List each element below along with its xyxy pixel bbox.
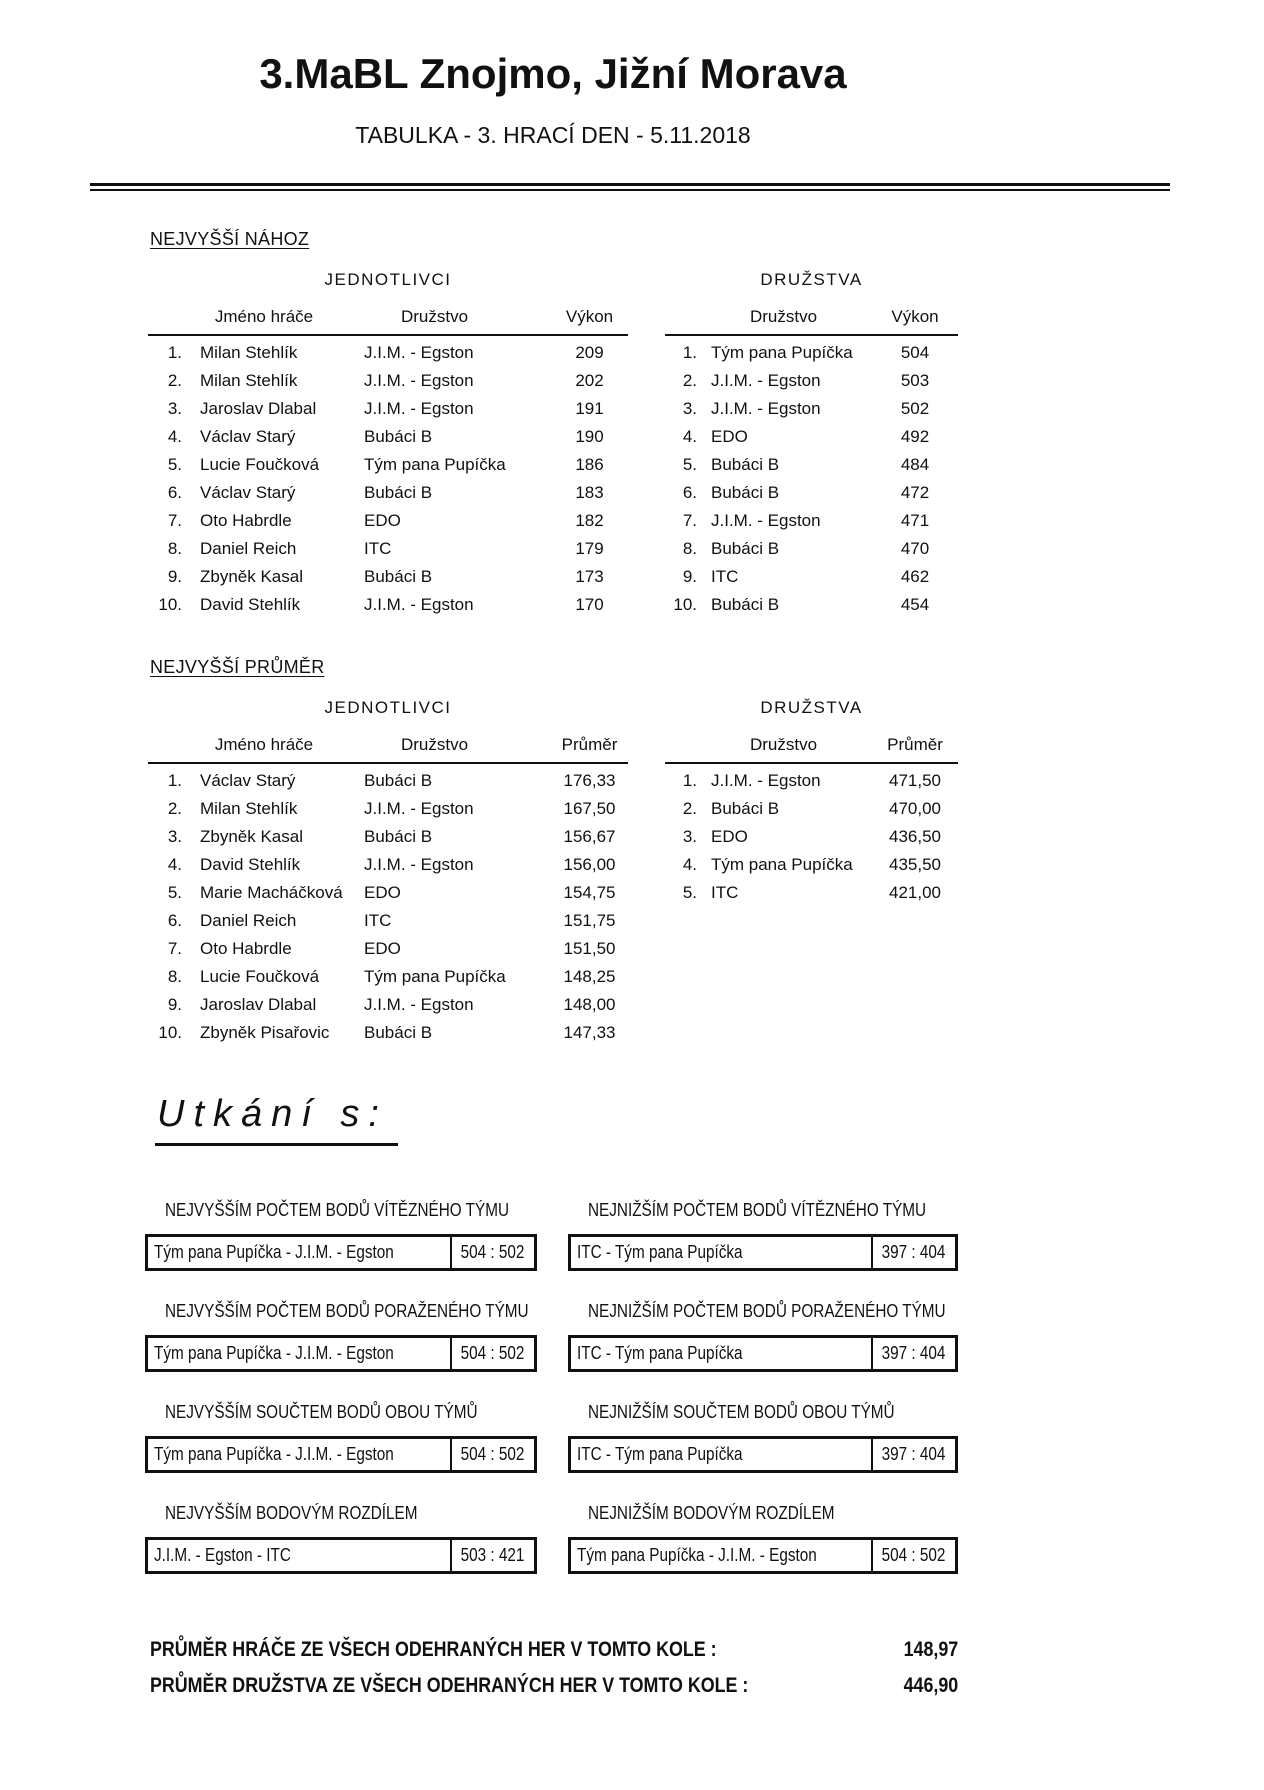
rank-cell: 7. (167, 939, 182, 958)
summary (150, 1632, 958, 1704)
match-result-box (145, 1335, 537, 1372)
prumer-individuals-table (148, 698, 628, 1047)
team-name-cell: J.I.M. - Egston (364, 855, 474, 874)
table-title: JEDNOTLIVCI (324, 698, 452, 717)
table-body (148, 339, 628, 619)
match-score: 504 : 502 (871, 1540, 955, 1571)
summary-value: 446,90 (903, 1674, 958, 1697)
match-item (568, 1200, 958, 1271)
match-item (145, 1402, 537, 1473)
matches-grid (145, 1200, 1264, 1574)
value-cell: 154,75 (563, 883, 616, 902)
value-cell: 182 (575, 511, 604, 530)
table-row (665, 879, 958, 907)
column-header-team: Družstvo (749, 307, 818, 326)
match-teams: Tým pana Pupíčka - J.I.M. - Egston (154, 1444, 394, 1464)
summary-label: PRŮMĚR HRÁČE ZE VŠECH ODEHRANÝCH HER V TOMTO KOLE : (150, 1638, 717, 1661)
match-score: 504 : 502 (450, 1237, 534, 1268)
match-category-label: NEJVYŠŠÍM BODOVÝM ROZDÍLEM (165, 1503, 418, 1523)
team-name-cell: ITC (364, 539, 392, 558)
value-cell: 462 (900, 567, 930, 586)
table-row (665, 507, 958, 535)
table-row (148, 991, 628, 1019)
rank-cell: 9. (167, 995, 182, 1014)
rank-cell: 8. (167, 539, 182, 558)
value-cell: 470 (900, 539, 930, 558)
match-teams: Tým pana Pupíčka - J.I.M. - Egston (154, 1343, 394, 1363)
player-name-cell: Václav Starý (200, 771, 296, 790)
team-name-cell: J.I.M. - Egston (364, 371, 474, 390)
rank-cell: 5. (682, 455, 697, 474)
table-row (665, 395, 958, 423)
value-cell: 484 (900, 455, 930, 474)
team-name-cell: J.I.M. - Egston (711, 771, 821, 790)
summary-value: 148,97 (903, 1638, 958, 1661)
value-cell: 147,33 (563, 1023, 616, 1042)
value-cell: 176,33 (563, 771, 616, 790)
rank-cell: 3. (682, 399, 697, 418)
match-result-box (145, 1537, 537, 1574)
section-heading: NEJVYŠŠÍ NÁHOZ (150, 229, 310, 249)
team-name-cell: J.I.M. - Egston (364, 399, 474, 418)
player-name-cell: Zbyněk Pisařovic (200, 1023, 330, 1042)
nahoz-tables (148, 270, 1264, 619)
rank-cell: 1. (682, 771, 697, 790)
page-subtitle: TABULKA - 3. HRACÍ DEN - 5.11.2018 (355, 122, 751, 148)
team-name-cell: Tým pana Pupíčka (711, 855, 853, 874)
column-header-name: Jméno hráče (214, 735, 314, 754)
match-category-label: NEJNIŽŠÍM SOUČTEM BODŮ OBOU TÝMŮ (588, 1402, 895, 1422)
nahoz-teams-table (665, 270, 958, 619)
rank-cell: 4. (167, 855, 182, 874)
team-name-cell: J.I.M. - Egston (711, 511, 821, 530)
player-name-cell: Václav Starý (200, 483, 296, 502)
value-cell: 454 (900, 595, 930, 614)
table-title: JEDNOTLIVCI (324, 270, 452, 289)
table-row (148, 823, 628, 851)
rank-cell: 2. (682, 371, 697, 390)
rank-cell: 10. (158, 1023, 182, 1042)
match-category-label: NEJVYŠŠÍM SOUČTEM BODŮ OBOU TÝMŮ (165, 1402, 478, 1422)
player-name-cell: Lucie Foučková (200, 967, 320, 986)
match-item (145, 1301, 537, 1372)
table-row (665, 851, 958, 879)
match-result-box (145, 1234, 537, 1271)
match-teams: J.I.M. - Egston - ITC (154, 1545, 291, 1565)
table-row (148, 795, 628, 823)
prumer-tables (148, 698, 1264, 1047)
match-result-box (568, 1436, 958, 1473)
match-category-label: NEJNIŽŠÍM BODOVÝM ROZDÍLEM (588, 1503, 835, 1523)
page-title: 3.MaBL Znojmo, Jižní Morava (259, 50, 847, 97)
column-header-team: Družstvo (400, 307, 469, 326)
table-title: DRUŽSTVA (760, 270, 863, 289)
player-name-cell: Marie Macháčková (200, 883, 343, 902)
table-row (665, 563, 958, 591)
match-teams: Tým pana Pupíčka - J.I.M. - Egston (577, 1545, 817, 1565)
player-name-cell: Oto Habrdle (200, 939, 292, 958)
table-body (665, 339, 958, 619)
team-name-cell: Bubáci B (364, 827, 433, 846)
team-name-cell: ITC (364, 911, 392, 930)
match-category-label: NEJVYŠŠÍM POČTEM BODŮ PORAŽENÉHO TÝMU (165, 1301, 529, 1321)
table-header-row (665, 735, 958, 764)
player-name-cell: Václav Starý (200, 427, 296, 446)
match-result-box (145, 1436, 537, 1473)
match-result-box (568, 1335, 958, 1372)
table-header-row (148, 735, 628, 764)
table-row (665, 795, 958, 823)
player-name-cell: Zbyněk Kasal (200, 567, 303, 586)
value-cell: 167,50 (563, 799, 616, 818)
matches-heading: Utkání s: (155, 1093, 398, 1146)
player-name-cell: David Stehlík (200, 855, 301, 874)
table-row (665, 367, 958, 395)
matches-heading-wrap (155, 1093, 1264, 1146)
summary-label: PRŮMĚR DRUŽSTVA ZE VŠECH ODEHRANÝCH HER V TOMTO KOLE : (150, 1674, 749, 1697)
value-cell: 436,50 (889, 827, 941, 846)
team-name-cell: ITC (711, 567, 739, 586)
match-score: 504 : 502 (450, 1439, 534, 1470)
match-score: 397 : 404 (871, 1338, 955, 1369)
value-cell: 472 (900, 483, 930, 502)
column-header-team: Družstvo (749, 735, 818, 754)
rank-cell: 6. (682, 483, 697, 502)
match-result-box (568, 1537, 958, 1574)
table-row (665, 339, 958, 367)
rank-cell: 4. (682, 427, 697, 446)
player-name-cell: Oto Habrdle (200, 511, 292, 530)
player-name-cell: David Stehlík (200, 595, 301, 614)
column-header-value: Průměr (561, 735, 618, 754)
value-cell: 183 (575, 483, 604, 502)
column-header-value: Výkon (565, 307, 614, 326)
table-row (148, 1019, 628, 1047)
match-result-box (568, 1234, 958, 1271)
team-name-cell: Bubáci B (364, 771, 433, 790)
match-teams: ITC - Tým pana Pupíčka (577, 1343, 743, 1363)
rank-cell: 6. (167, 911, 182, 930)
value-cell: 190 (575, 427, 604, 446)
match-item (145, 1200, 537, 1271)
table-header-row (665, 307, 958, 336)
table-row (148, 563, 628, 591)
rank-cell: 8. (167, 967, 182, 986)
team-name-cell: J.I.M. - Egston (364, 799, 474, 818)
table-row (665, 479, 958, 507)
table-row (665, 535, 958, 563)
rank-cell: 6. (167, 483, 182, 502)
value-cell: 503 (900, 371, 930, 390)
table-row (148, 535, 628, 563)
table-row (148, 507, 628, 535)
rank-cell: 1. (682, 343, 697, 362)
section-nejvyssi-nahoz (0, 229, 1264, 619)
team-name-cell: Tým pana Pupíčka (364, 967, 506, 986)
rank-cell: 4. (682, 855, 697, 874)
team-name-cell: EDO (711, 427, 748, 446)
team-name-cell: Bubáci B (711, 483, 780, 502)
table-body (148, 767, 628, 1047)
rank-cell: 5. (167, 883, 182, 902)
table-row (665, 767, 958, 795)
rank-cell: 3. (167, 827, 182, 846)
player-name-cell: Zbyněk Kasal (200, 827, 303, 846)
match-item (145, 1503, 537, 1574)
rank-cell: 2. (682, 799, 697, 818)
table-body (665, 767, 958, 907)
rank-cell: 5. (167, 455, 182, 474)
team-name-cell: Bubáci B (711, 799, 780, 818)
section-heading: NEJVYŠŠÍ PRŮMĚR (150, 657, 325, 677)
match-score: 504 : 502 (450, 1338, 534, 1369)
team-name-cell: EDO (364, 511, 401, 530)
value-cell: 435,50 (889, 855, 941, 874)
match-item (568, 1301, 958, 1372)
value-cell: 492 (900, 427, 930, 446)
player-name-cell: Jaroslav Dlabal (200, 995, 317, 1014)
table-row (148, 767, 628, 795)
rank-cell: 2. (167, 799, 182, 818)
table-row (148, 339, 628, 367)
rank-cell: 2. (167, 371, 182, 390)
table-row (148, 451, 628, 479)
match-category-label: NEJVYŠŠÍM POČTEM BODŮ VÍTĚZNÉHO TÝMU (165, 1200, 510, 1220)
team-name-cell: Bubáci B (711, 539, 780, 558)
value-cell: 179 (575, 539, 604, 558)
table-row (148, 367, 628, 395)
team-name-cell: J.I.M. - Egston (711, 399, 821, 418)
match-teams: ITC - Tým pana Pupíčka (577, 1242, 743, 1262)
rank-cell: 3. (167, 399, 182, 418)
prumer-teams-table (665, 698, 958, 1047)
value-cell: 421,00 (889, 883, 941, 902)
table-header-row (148, 307, 628, 336)
team-name-cell: J.I.M. - Egston (364, 595, 474, 614)
header-divider (90, 183, 1170, 191)
rank-cell: 10. (673, 595, 697, 614)
value-cell: 156,00 (563, 855, 616, 874)
table-row (148, 395, 628, 423)
value-cell: 186 (575, 455, 604, 474)
match-category-label: NEJNIŽŠÍM POČTEM BODŮ VÍTĚZNÉHO TÝMU (588, 1200, 927, 1220)
match-teams: ITC - Tým pana Pupíčka (577, 1444, 743, 1464)
player-name-cell: Milan Stehlík (200, 799, 298, 818)
value-cell: 471 (900, 511, 930, 530)
value-cell: 470,00 (889, 799, 941, 818)
value-cell: 173 (575, 567, 604, 586)
value-cell: 191 (575, 399, 604, 418)
match-item (568, 1503, 958, 1574)
team-name-cell: Tým pana Pupíčka (364, 455, 506, 474)
rank-cell: 9. (682, 567, 697, 586)
match-score: 397 : 404 (871, 1439, 955, 1470)
value-cell: 202 (575, 371, 604, 390)
team-name-cell: J.I.M. - Egston (364, 995, 474, 1014)
column-header-team: Družstvo (400, 735, 469, 754)
match-teams: Tým pana Pupíčka - J.I.M. - Egston (154, 1242, 394, 1262)
team-name-cell: J.I.M. - Egston (711, 371, 821, 390)
team-name-cell: Bubáci B (364, 483, 433, 502)
match-score: 397 : 404 (871, 1237, 955, 1268)
value-cell: 471,50 (889, 771, 941, 790)
table-row (665, 591, 958, 619)
team-name-cell: Bubáci B (711, 455, 780, 474)
player-name-cell: Jaroslav Dlabal (200, 399, 317, 418)
value-cell: 151,50 (563, 939, 616, 958)
value-cell: 148,25 (563, 967, 616, 986)
player-name-cell: Daniel Reich (200, 539, 297, 558)
team-name-cell: Bubáci B (711, 595, 780, 614)
table-row (665, 451, 958, 479)
table-row (148, 907, 628, 935)
table-row (148, 479, 628, 507)
value-cell: 504 (900, 343, 930, 362)
team-name-cell: Tým pana Pupíčka (711, 343, 853, 362)
team-name-cell: Bubáci B (364, 567, 433, 586)
column-header-value: Průměr (887, 735, 943, 754)
value-cell: 502 (900, 399, 930, 418)
table-row (148, 935, 628, 963)
match-score: 503 : 421 (450, 1540, 534, 1571)
rank-cell: 7. (682, 511, 697, 530)
rank-cell: 1. (167, 771, 182, 790)
table-row (665, 423, 958, 451)
table-row (148, 591, 628, 619)
match-category-label: NEJNIŽŠÍM POČTEM BODŮ PORAŽENÉHO TÝMU (588, 1301, 946, 1321)
match-item (568, 1402, 958, 1473)
rank-cell: 9. (167, 567, 182, 586)
team-name-cell: J.I.M. - Egston (364, 343, 474, 362)
team-name-cell: Bubáci B (364, 1023, 433, 1042)
column-header-name: Jméno hráče (214, 307, 314, 326)
section-nejvyssi-prumer (0, 657, 1264, 1047)
rank-cell: 7. (167, 511, 182, 530)
rank-cell: 3. (682, 827, 697, 846)
team-name-cell: Bubáci B (364, 427, 433, 446)
player-name-cell: Lucie Foučková (200, 455, 320, 474)
value-cell: 209 (575, 343, 604, 362)
rank-cell: 4. (167, 427, 182, 446)
value-cell: 170 (575, 595, 604, 614)
table-row (665, 823, 958, 851)
summary-row (150, 1632, 958, 1668)
player-name-cell: Daniel Reich (200, 911, 297, 930)
table-title: DRUŽSTVA (760, 698, 863, 717)
value-cell: 156,67 (563, 827, 616, 846)
team-name-cell: EDO (364, 883, 401, 902)
table-row (148, 423, 628, 451)
summary-row (150, 1668, 958, 1704)
table-row (148, 879, 628, 907)
value-cell: 148,00 (563, 995, 616, 1014)
rank-cell: 1. (167, 343, 182, 362)
team-name-cell: EDO (364, 939, 401, 958)
player-name-cell: Milan Stehlík (200, 343, 298, 362)
rank-cell: 8. (682, 539, 697, 558)
nahoz-individuals-table (148, 270, 628, 619)
value-cell: 151,75 (563, 911, 616, 930)
team-name-cell: ITC (711, 883, 739, 902)
column-header-value: Výkon (891, 307, 939, 326)
team-name-cell: EDO (711, 827, 748, 846)
player-name-cell: Milan Stehlík (200, 371, 298, 390)
rank-cell: 5. (682, 883, 697, 902)
table-row (148, 963, 628, 991)
rank-cell: 10. (158, 595, 182, 614)
table-row (148, 851, 628, 879)
